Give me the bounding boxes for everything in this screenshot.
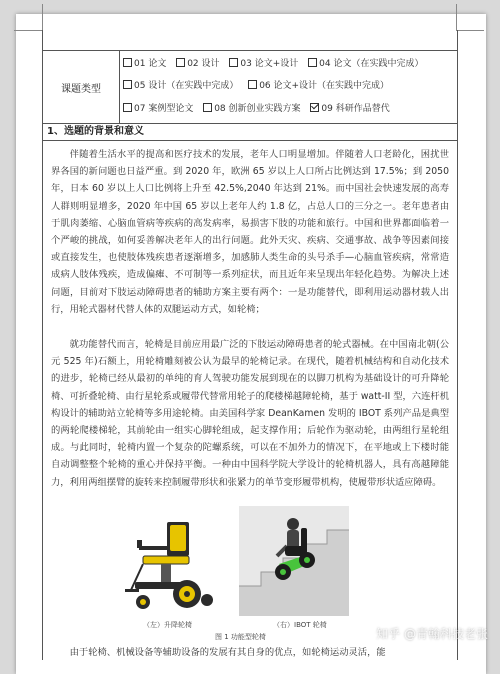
checkbox-icon[interactable] (248, 80, 257, 89)
ibot-wheelchair-image (239, 506, 349, 616)
watermark: 知乎 @青翰科技老张 (376, 627, 488, 641)
crop-mark (456, 30, 484, 31)
proposal-form (42, 30, 458, 660)
paragraph-background: 伴随着生活水平的提高和医疗技术的发展，老年人口明显增加。伴随着人口老龄化，困扰世界各国的新问题也日益严重。到 2020 年，欧洲 65 岁以上人口所占比例达到 17.5%；到 2050 年，日本 60 岁以上人口比例将上升至 42.5%,2040 年达到 21%。而中国社会快速发展的高寿人群则明显增多，2020 年中国 65 岁以上老年人约 1.8 亿，占总人口的三分之一。老年患者由于肌肉萎缩、心脑血管病等疾病的高发病率，易损害下肢的功能和旅行。中国和世界都面临着一个严峻的挑战，如何妥善解决老年人的出行问题。此外天灾、疾病、交通事故、战争等因素间接或直接发生，也使肢体残疾患者逐渐增多，加感肺人类生命的头号杀手—心脑血管疾病，常常造成病人肢体残疾，造成偏瘫、不可制等一系列症状，而且近年来呈现出年轻化趋势。为解决上述问题，目前对下肢运动障碍患者的辅助方案主要有两个：一是功能替代，即利用运动器材载人出行，用轮式器材代替人体的双腿运动方式，如轮椅； (51, 149, 449, 315)
checked-checkbox-icon[interactable] (310, 103, 319, 112)
option-09[interactable]: 09 科研作品替代 (310, 104, 389, 114)
option-08[interactable]: 08 创新创业实践方案 (203, 104, 300, 114)
project-type-row (43, 50, 457, 124)
option-01[interactable]: 01 论文 (123, 59, 166, 69)
section-heading: 1、选题的背景和意义 (43, 123, 457, 141)
checkbox-icon[interactable] (308, 58, 317, 67)
crop-mark (14, 30, 42, 31)
options-row-1 (123, 56, 430, 69)
option-04[interactable]: 04 论文（在实践中完成） (308, 59, 423, 69)
checkbox-icon[interactable] (123, 80, 132, 89)
paragraph-wheelchair-history: 就功能替代而言，轮椅是目前应用最广泛的下肢运动障碍患者的轮式器械。在中国南北朝(公元 525 年)石额上，用轮椅雕刻被公认为最早的轮椅记录。在现代，随着机械结构和自动化技术的进步，轮椅已经从最初的单纯的育人驾驶功能发展到现在的以脚刀机构为基础设计的可升降轮椅、可折叠轮椅、由行星轮系或履带代替常用轮子的爬楼梯越障轮椅，基于 watt-II 型，六连杆机构设计的辅助站立轮椅等多用途轮椅。由美国科学家 DeanKamen 发明的 IBOT 系列产品是典型的两轮爬楼梯轮，其前轮由一组实心脚轮组成，起支撑作用；后轮作为驱动轮，由两组行星轮组成。与此同时，轮椅内置一个复杂的陀螺系统，可以在不加外力的情况下，在平地或上下楼时能自动调整整个轮椅的重心并保持平衡。一种由中国科学院大学设计的轮椅机器人，具有高越障能力，利用两组摆臂的旋转来控制履带形状和张紧力的单节变形履带机构，使履带形状适应障碍。 (51, 339, 449, 488)
checkbox-icon[interactable] (229, 58, 238, 67)
option-03[interactable]: 03 论文+设计 (229, 59, 298, 69)
figure-caption-left: （左）升降轮椅 (143, 621, 192, 629)
checkbox-icon[interactable] (123, 103, 132, 112)
options-row-3 (123, 101, 397, 114)
checkbox-icon[interactable] (203, 103, 212, 112)
paragraph-continued: 由于轮椅、机械设备等辅助设备的发展有其自身的优点，如轮椅运动灵活，能 (69, 647, 386, 658)
project-type-label: 课题类型 (43, 51, 120, 123)
figure-caption-right: （右）IBOT 轮椅 (273, 621, 327, 629)
option-07[interactable]: 07 案例型论文 (123, 104, 193, 114)
crop-mark (42, 4, 43, 30)
figure-title: 图 1 功能型轮椅 (215, 633, 266, 641)
figure-functional-wheelchairs (43, 516, 457, 640)
options-row-2 (123, 78, 396, 91)
option-02[interactable]: 02 设计 (176, 59, 219, 69)
crop-mark (456, 4, 457, 30)
checkbox-icon[interactable] (176, 58, 185, 67)
checkbox-icon[interactable] (123, 58, 132, 67)
option-06[interactable]: 06 论文+设计（在实践中完成） (248, 81, 389, 91)
option-05[interactable]: 05 设计（在实践中完成） (123, 81, 238, 91)
lifting-wheelchair-image (113, 516, 223, 612)
